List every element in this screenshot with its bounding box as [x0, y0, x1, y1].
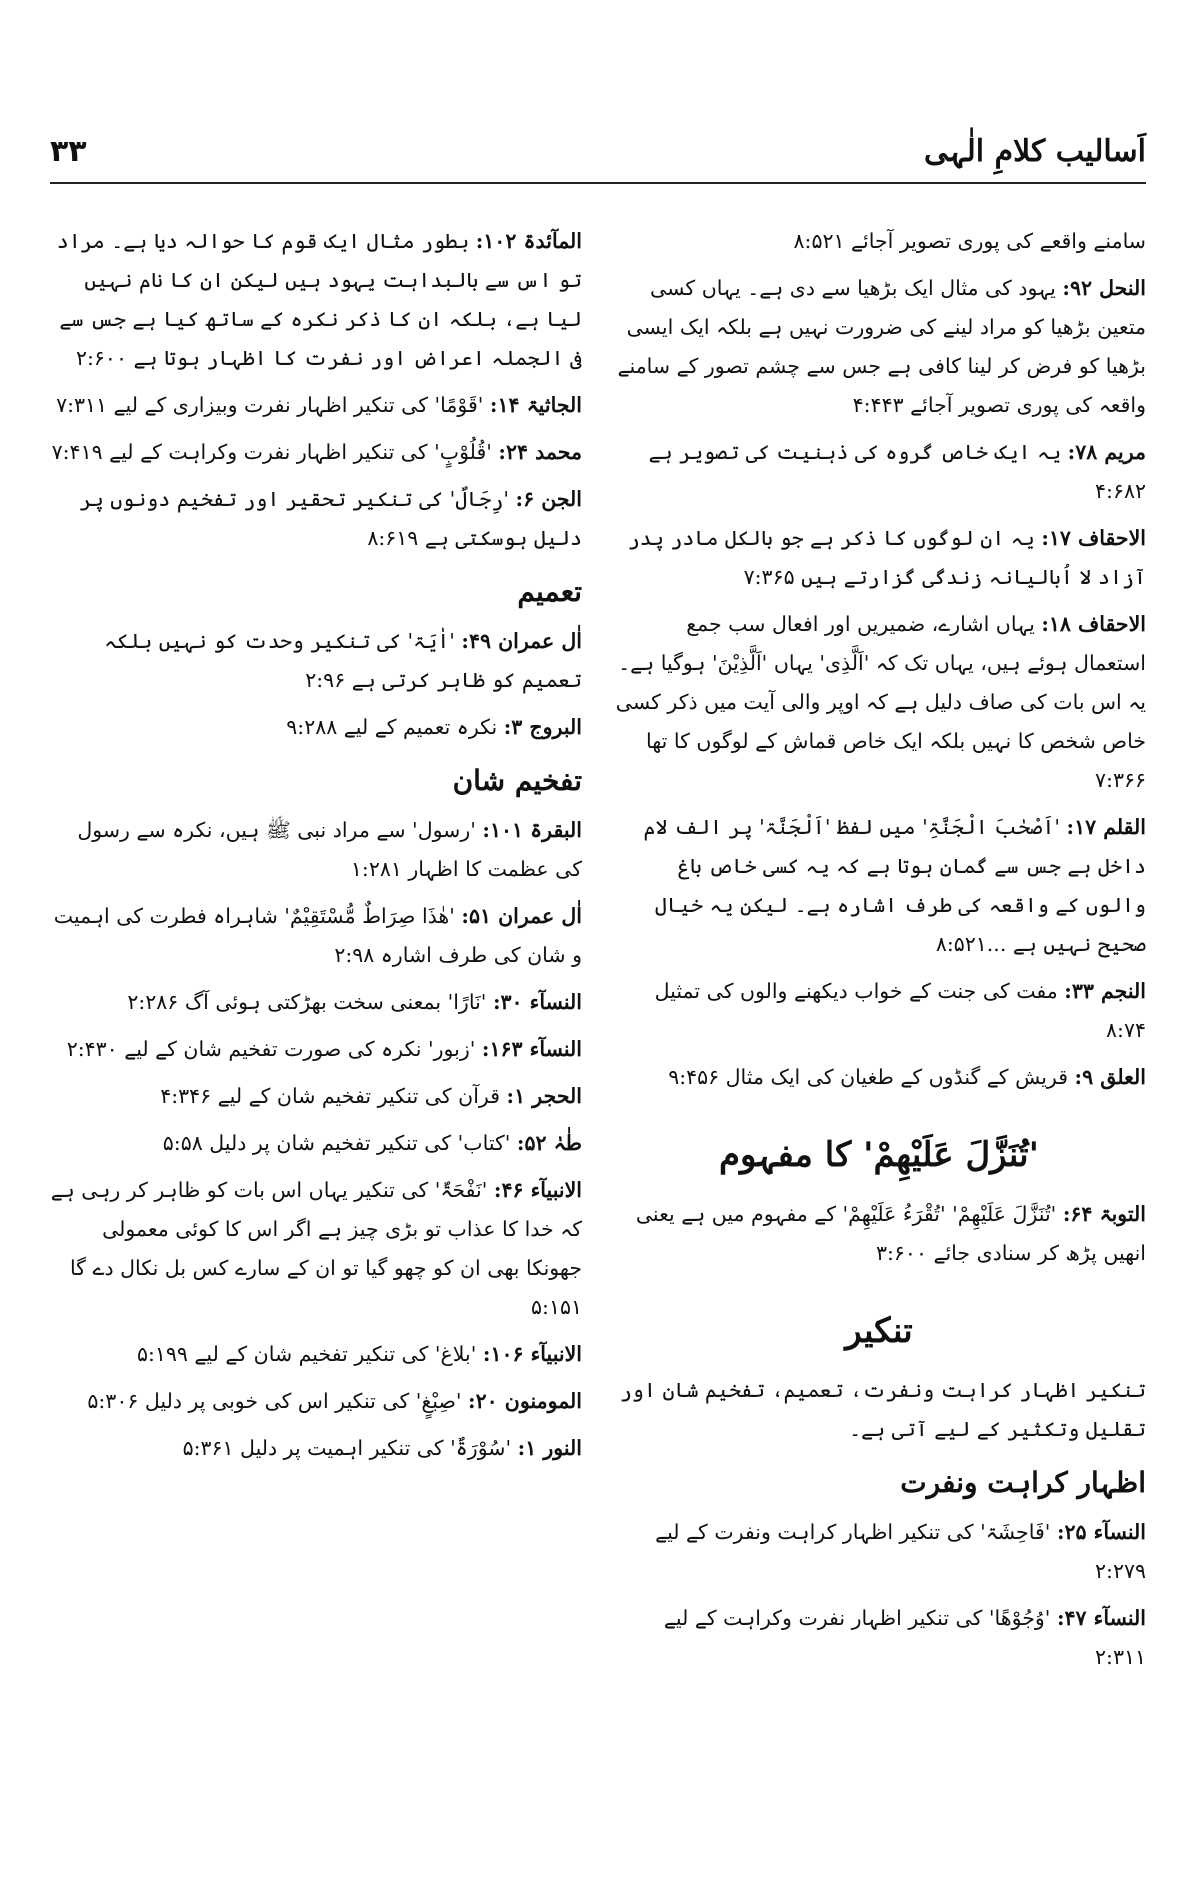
entry-text: قرآن کی تنکیر تفخیم شان کے لیے ۴:۳۴۶: [160, 1084, 507, 1108]
reference-entry: [612, 1371, 1146, 1449]
verse-reference: الجن ۶:: [515, 487, 582, 511]
entry-text: 'تُنَزَّلَ عَلَیْھِمْ' 'تُقْرَءُ عَلَیْھِمْ' کے مفہوم میں ہے یعنی انھیں پڑھ کر سنادی جائے ۳:۶۰۰: [635, 1202, 1146, 1265]
entry-text: مفت کی جنت کے خواب دیکھنے والوں کی تمثیل ۸:۷۴: [654, 979, 1146, 1042]
verse-reference: النسآء ۲۵:: [1056, 1520, 1146, 1544]
verse-reference: اٰل عمران ۵۱:: [461, 904, 582, 928]
verse-reference: النور ۱:: [517, 1436, 582, 1460]
entry-text: یہ ایک خاص گروہ کی ذہنیت کی تصویر ہے ۴:۶۸۲: [648, 440, 1146, 503]
reference-entry: [50, 222, 582, 378]
entry-text: 'وُجُوْھًا' کی تنکیر اظہار نفرت وکراہت کے لیے ۲:۳۱۱: [663, 1606, 1146, 1669]
verse-reference: مریم ۷۸:: [1067, 440, 1146, 464]
reference-entry: [50, 1382, 582, 1421]
entry-text: 'ھٰذَا صِرَاطٌ مُّسْتَقِیْمٌ' شاہراہ فطرت کی اہمیت و شان کی طرف اشارہ ۲:۹۸: [53, 904, 582, 967]
reference-entry: [50, 983, 582, 1022]
entry-text: 'نَارًا' بمعنی سخت بھڑکتی ہوئی آگ ۲:۲۸۶: [127, 990, 493, 1014]
chapter-heading: تنکیر: [845, 1311, 913, 1351]
entry-text: نکرہ تعمیم کے لیے ۹:۲۸۸: [286, 715, 504, 739]
reference-entry: [50, 1124, 582, 1163]
entry-text: 'رِجَالٌ' کی تنکیر تحقیر اور تفخیم دونوں پر دلیل ہوسکتی ہے ۸:۶۱۹: [79, 487, 582, 550]
verse-reference: التوبۃ ۶۴:: [1062, 1202, 1146, 1226]
reference-entry: [50, 622, 582, 700]
book-title: اَسالیب کلامِ الٰہی: [924, 134, 1146, 169]
entry-text: 'قُلُوْبٍ' کی تنکیر اظہار نفرت وکراہت کے لیے ۷:۴۱۹: [51, 440, 499, 464]
reference-entry: [50, 1030, 582, 1069]
entry-text: 'سُوْرَۃٌ' کی تنکیر اہمیت پر دلیل ۵:۳۶۱: [182, 1436, 518, 1460]
entry-text: یہ ان لوگوں کا ذکر ہے جو بالکل مادر پدر آزاد لا اُبالیانہ زندگی گزارتے ہیں ۷:۳۶۵: [627, 526, 1146, 589]
entry-text: یہاں اشارے، ضمیریں اور افعال سب جمع استعمال ہوئے ہیں، یہاں تک کہ 'اَلَّذِی' یہاں 'اَلَّذِیْنَ' ہوگیا ہے۔ یہ اس بات کی صاف دلیل ہے کہ اوپر والی آیت میں ذکر کسی خاص شخص کا نہیں بلکہ ایک خاص قماش کے لوگوں کا تھا ۷:۳۶۶: [615, 612, 1146, 792]
verse-reference: الاحقاف ۱۸:: [1041, 612, 1146, 636]
reference-entry: [50, 386, 582, 425]
verse-reference: القلم ۱۷:: [1066, 815, 1146, 839]
page-number: ۳۳: [50, 134, 87, 169]
verse-reference: النسآء ۳۰:: [492, 990, 582, 1014]
right-column: [612, 222, 1146, 1685]
entry-text: 'بلاغ' کی تنکیر تفخیم شان کے لیے ۵:۱۹۹: [136, 1342, 483, 1366]
reference-entry: [612, 972, 1146, 1050]
left-column: [50, 222, 582, 1476]
reference-entry: [612, 605, 1146, 800]
reference-entry: [50, 897, 582, 975]
entry-text: 'صِبْغٍ' کی تنکیر اس کی خوبی پر دلیل ۵:۳۰۶: [87, 1389, 469, 1413]
reference-entry: [50, 1429, 582, 1468]
reference-entry: [612, 808, 1146, 964]
entry-text: 'قَوْمًا' کی تنکیر اظہار نفرت وبیزاری کے لیے ۷:۳۱۱: [56, 393, 490, 417]
reference-entry: [612, 1058, 1146, 1097]
verse-reference: العلق ۹:: [1074, 1065, 1146, 1089]
verse-reference: طٰہٰ ۵۲:: [516, 1131, 582, 1155]
entry-text: 'کتاب' کی تنکیر تفخیم شان پر دلیل ۵:۵۸: [162, 1131, 517, 1155]
reference-entry: [50, 480, 582, 558]
verse-reference: البروج ۳:: [503, 715, 582, 739]
verse-reference: البقرۃ ۱۰۱:: [482, 818, 582, 842]
reference-entry: [612, 433, 1146, 511]
reference-entry: [50, 1335, 582, 1374]
entry-text: 'زبور' نکرہ کی صورت تفخیم شان کے لیے ۲:۴۳۰: [66, 1037, 482, 1061]
entry-text: 'نَفْحَۃٌ' کی تنکیر یہاں اس بات کو ظاہر کر رہی ہے کہ خدا کا عذاب تو بڑی چیز ہے اگر اس کا کوئی معمولی جھونکا بھی ان کو چھو گیا تو ان کے سارے کس بل نکال دے گا ۵:۱۵۱: [50, 1178, 582, 1319]
entry-text: 'اَصْحٰبَ الْجَنَّۃِ' میں لفظ 'اَلْجَنَّۃ' پر الف لام داخل ہے جس سے گمان ہوتا ہے کہ یہ کسی خاص باغ والوں کے واقعہ کی طرف اشارہ ہے۔ لیکن یہ خیال صحیح نہیں ہے ...۸:۵۲۱: [643, 815, 1146, 956]
verse-reference: النحل ۹۲:: [1062, 276, 1146, 300]
reference-entry: [50, 1077, 582, 1116]
section-heading: اظہار کراہت ونفرت: [900, 1466, 1146, 1499]
entry-text: یہود کی مثال ایک بڑھیا سے دی ہے۔ یہاں کسی متعین بڑھیا کو مراد لینے کی ضرورت نہیں ہے بلکہ ایک ایسی بڑھیا کو فرض کر لینا کافی ہے جس سے چشم تصور کے سامنے واقعہ کی پوری تصویر آجائے ۴:۴۴۳: [617, 276, 1146, 417]
verse-reference: الانبیآء ۱۰۶:: [482, 1342, 582, 1366]
entry-text: قریش کے گنڈوں کے طغیان کی ایک مثال ۹:۴۵۶: [668, 1065, 1075, 1089]
entry-text: بطور مثال ایک قوم کا حوالہ دیا ہے۔ مراد تو اس سے بالبداہت یہود ہیں لیکن ان کا نام نہیں لیا ہے، بلکہ ان کا ذکر نکرہ کے ساتھ کیا ہے جس سے فی الجملہ اعراض اور نفرت کا اظہار ہوتا ہے ۲:۶۰۰: [56, 229, 582, 370]
reference-entry: [50, 1171, 582, 1327]
section-heading: تفخیم شان: [452, 764, 582, 797]
page-header: [50, 130, 1146, 184]
verse-reference: النجم ۳۳:: [1064, 979, 1146, 1003]
verse-reference: المومنون ۲۰:: [468, 1389, 582, 1413]
reference-entry: [50, 811, 582, 889]
reference-entry: [612, 519, 1146, 597]
reference-entry: [612, 1195, 1146, 1273]
verse-reference: الانبیآء ۴۶:: [493, 1178, 582, 1202]
entry-text: 'رسول' سے مراد نبی ﷺ ہیں، نکرہ سے رسول کی عظمت کا اظہار ۱:۲۸۱: [77, 818, 582, 881]
chapter-heading: 'تُنَزَّلَ عَلَیْھِمْ' کا مفہوم: [718, 1135, 1040, 1175]
entry-text: 'اٰیَۃ' کی تنکیر وحدت کو نہیں بلکہ تعمیم کو ظاہر کرتی ہے ۲:۹۶: [104, 629, 582, 692]
entry-text: سامنے واقعے کی پوری تصویر آجائے ۸:۵۲۱: [793, 229, 1146, 253]
reference-entry: [612, 222, 1146, 261]
verse-reference: اٰل عمران ۴۹:: [461, 629, 582, 653]
entry-text: 'فَاحِشَۃ' کی تنکیر اظہار کراہت ونفرت کے لیے ۲:۲۷۹: [655, 1520, 1146, 1583]
verse-reference: الجاثیۃ ۱۴:: [489, 393, 582, 417]
reference-entry: [50, 433, 582, 472]
reference-entry: [50, 708, 582, 747]
verse-reference: النسآء ۱۶۳:: [481, 1037, 582, 1061]
reference-entry: [612, 1513, 1146, 1591]
verse-reference: محمد ۲۴:: [498, 440, 582, 464]
verse-reference: المآئدۃ ۱۰۲:: [475, 229, 582, 253]
verse-reference: النسآء ۴۷:: [1056, 1606, 1146, 1630]
reference-entry: [612, 1599, 1146, 1677]
section-heading: تعمیم: [517, 575, 582, 608]
entry-text: تنکیر اظہار کراہت ونفرت، تعمیم، تفخیم شان اور تقلیل وتکثیر کے لیے آتی ہے۔: [619, 1378, 1146, 1441]
verse-reference: الحجر ۱:: [506, 1084, 582, 1108]
reference-entry: [612, 269, 1146, 425]
verse-reference: الاحقاف ۱۷:: [1041, 526, 1146, 550]
